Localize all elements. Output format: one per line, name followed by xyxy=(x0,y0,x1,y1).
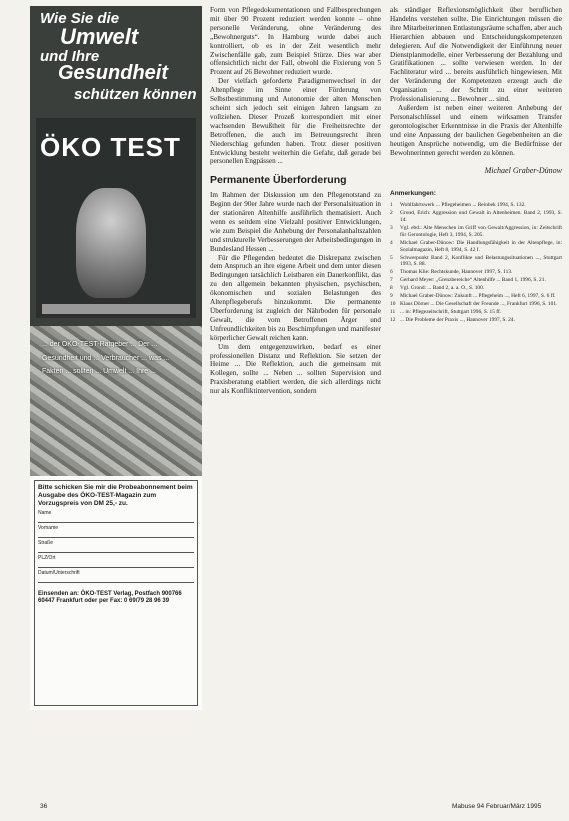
article-column-middle xyxy=(210,6,381,396)
note-text: ... in: Pflegezeitschrift, Stuttgart 1996, S. 15 ff. xyxy=(400,308,502,315)
note-text: Michael Graber-Dünow: Zukunft ... Pflegeheim ..., Heft 6, 1997, S. 6 ff. xyxy=(400,293,556,300)
ad-headline-5: schützen können xyxy=(74,86,197,103)
page-number: 36 xyxy=(40,803,48,810)
note-text: Gerhard Meyer: „Grenzbereiche“ Altenhilfe ... Band 1, 1996, S. 21. xyxy=(400,277,546,284)
note-number: 4 xyxy=(390,239,393,246)
note-item xyxy=(390,225,562,239)
article-column-right xyxy=(390,6,562,325)
note-item xyxy=(390,240,562,254)
paragraph: Für die Pflegenden bedeutet die Diskrepanz zwischen dem Anspruch an ihre eigene Arbeit und dem unter diesen Bedingungen tatsächlich Leistbaren ein Dauerkonflikt, das zu den allgemein bekannten physischen, psychischen, ökonomischen und sozialen Belastungen des Altenpflegeberufs hinzukommt. Die permanente Überforderung ist zugleich der Nährboden für personale Gewalt, die vom Betroffenen Ärger und Unfreundlichkeiten bis zu Beschimpfungen und manifester körperlicher Gewalt reichen kann. xyxy=(210,253,381,342)
note-item xyxy=(390,269,562,276)
note-number: 5 xyxy=(390,254,393,261)
notes-list xyxy=(390,202,562,324)
cover-strip xyxy=(42,304,190,314)
ad-headline-3: und Ihre xyxy=(40,48,100,65)
note-text: Grond, Erich: Aggression und Gewalt in Altenheimen. Band 2, 1993, S. 14. xyxy=(400,210,562,224)
cover-title: ÖKO TEST xyxy=(40,132,181,162)
note-item xyxy=(390,293,562,300)
note-number: 7 xyxy=(390,277,393,284)
note-item xyxy=(390,255,562,269)
magazine-cover xyxy=(36,118,196,318)
author-signature: Michael Graber-Dünow xyxy=(484,166,562,176)
paragraph: Im Rahmen der Diskussion um den Pflegenotstand zu Beginn der 90er Jahre wurde nach der Personalsituation in der stationären Altenhilfe ausführlich thematisiert. Auch wenn es seitdem eine Vielzahl positiver Entwicklungen, wie zum Beispiel die Anhebung der Personalanhaltszahlen und strukturelle Verbesserungen der Arbeitsbedingungen in Bundesland Hessen ... xyxy=(210,191,381,253)
coupon-field[interactable]: PLZ/Ort xyxy=(38,555,194,568)
note-text: Klaus Dörner ... Die Gesellschaft der Freunde ..., Frankfurt 1996, S. 101. xyxy=(400,301,558,307)
note-text: Schwerpunkt Band 2, Konflikte und Belastungssituationen ..., Stuttgart 1993, S. 88. xyxy=(400,254,562,268)
paragraph: als ständiger Reflexionsmöglichkeit über beruflichen Handelns verstehen sollte. Die Einrichtungen müssen die ihre Mitarbeiterinnen Entlastungsräume schaffen, aber auch Hierarchien abbauen und Entscheidungskompetenzen delegieren. Auf die Notwendigkeit der Einführung neuer Dienstplanmodelle, einer Verbesserung der Bezahlung und Gratifikationen ... sollte verwiesen werden. In der Fachliteratur wird ... bereits ausführlich hingewiesen. Mit der Veränderung der Kompetenzen erzeugt auch die Organisation ... der Schritt zu einer weiteren Professionalisierung ... Bewohner ... sind. xyxy=(390,6,562,104)
note-number: 10 xyxy=(390,301,396,307)
journal-name: Mabuse 94 Februar/März 1995 xyxy=(452,803,542,810)
note-text: Vgl. ebd.: Alte Menschen im Griff von Gewalt/Aggression, in: Zeitschrift für Gerontologie, Heft 3, 1994, S. 205. xyxy=(400,224,562,238)
note-text: ... Die Probleme der Praxis ..., Hannover 1997, S. 24. xyxy=(400,316,515,323)
coupon-address: Einsenden an: ÖKO-TEST Verlag, Postfach 900766 60447 Frankfurt oder per Fax: 0 69/79 28 96 39 xyxy=(38,591,182,604)
ad-header-image xyxy=(30,6,202,326)
note-item xyxy=(390,210,562,224)
note-number: 1 xyxy=(390,202,393,209)
child-photo xyxy=(76,188,146,298)
coupon-title: Bitte schicken Sie mir die Probeabonnement beim Ausgabe des ÖKO-TEST-Magazin zum Vorzugspreis von DM 25,- zu. xyxy=(38,484,193,507)
note-item xyxy=(390,285,562,292)
note-number: 6 xyxy=(390,269,393,276)
note-item xyxy=(390,309,562,316)
note-text: Wohlfahrtswerk ... Pflegeheimen ... Reinbek 1994, S. 132. xyxy=(400,202,526,209)
note-text: Michael Graber-Dünow: Die Handlungsfähigkeit in der Altenpflege, in: Sozialmagazin, Heft 8, 1994, S. 42 f. xyxy=(400,239,562,253)
coupon-field[interactable]: Straße xyxy=(38,540,194,553)
ad-headline-2: Umwelt xyxy=(60,24,139,49)
note-number: 3 xyxy=(390,224,393,231)
note-item xyxy=(390,301,562,308)
paragraph: Der vielfach geforderte Paradigmenwechsel in der Altenpflege im Sinne einer Förderung von Selbstbestimmung und Autonomie der alten Menschen scheint sich jedoch seit einigen Jahren langsam zu vollziehen. Dieser Prozeß korrespondiert mit einer wachsenden Bewußtheit für die Freiheitsrechte der Betroffenen, die auch im Betreuungsrecht ihren Niederschlag gefunden haben. Trotz dieser positiven Entwicklung besteht weiterhin die Gefahr, daß gerade bei personellen Engpässen ... xyxy=(210,77,381,166)
coupon-field[interactable]: Name xyxy=(38,510,194,523)
coupon-field[interactable]: Datum/Unterschrift xyxy=(38,570,194,583)
note-text: Thomas Klie: Rechtskunde, Hannover 1997, S. 113. xyxy=(400,269,513,276)
ad-body-text: ... der ÖKO-TEST-Ratgeber ... Der ... Gesundheit und ... Verbraucher ... was ... Fakten ... sollten ... Umwelt ... Ihre ... xyxy=(42,341,170,375)
note-number: 8 xyxy=(390,285,393,292)
note-text: Vgl. Grond: ... Band 2, a. a. O., S. 100. xyxy=(400,285,485,292)
section-heading: Permanente Überforderung xyxy=(210,174,347,187)
ad-headline-4: Gesundheit xyxy=(58,62,169,84)
paragraph: Außerdem ist neben einer weiteren Anhebung der Personalschlüssel und einem wirksamen Transfer gerontologischer Erkenntnisse in die Praxis der Altenhilfe und eine Anpassung der baulichen Gegebenheiten an die heutigen Ansprüche notwendig, um die Bedürfnisse der Bewohnerinnen gerecht werden zu können. xyxy=(390,103,562,157)
note-item xyxy=(390,202,562,209)
paragraph: Um dem entgegenzuwirken, bedarf es einer professionellen Distanz und Reflektion. Sie setzen der Heime ... Die Reflektion, auch die gemeinsam mit Kollegen, sollte ... Neben ... sollten Supervision und Praxisberatung etabliert werden, die sich allerdings nicht nur als Konfliktintervention, sondern xyxy=(210,342,381,396)
note-item xyxy=(390,277,562,284)
note-number: 11 xyxy=(390,308,396,315)
oekotest-advertisement xyxy=(30,6,202,710)
note-item xyxy=(390,317,562,324)
paragraph: Form von Pflegedokumentationen und Fallbesprechungen mit über 90 Prozent reduziert werden konnte – ohne personelle Veränderung, ohne Veränderung des „Bewohnerguts“. In Hamburg wurde dabei auch kontrolliert, ob es in der Zeit wesentlich mehr Zwischenfälle gab, zum Beispiel Stürze. Dies war aber offensichtlich nicht der Fall, obwohl die Fixierung von 5 Prozent auf 26 Bewohner reduziert wurde. xyxy=(210,6,381,77)
order-coupon xyxy=(34,480,198,706)
note-number: 9 xyxy=(390,293,393,300)
coupon-field[interactable]: Vorname xyxy=(38,525,194,538)
note-number: 12 xyxy=(390,316,396,323)
note-number: 2 xyxy=(390,210,393,217)
ad-headline-1: Wie Sie die xyxy=(40,10,120,27)
notes-heading: Anmerkungen: xyxy=(390,190,436,198)
